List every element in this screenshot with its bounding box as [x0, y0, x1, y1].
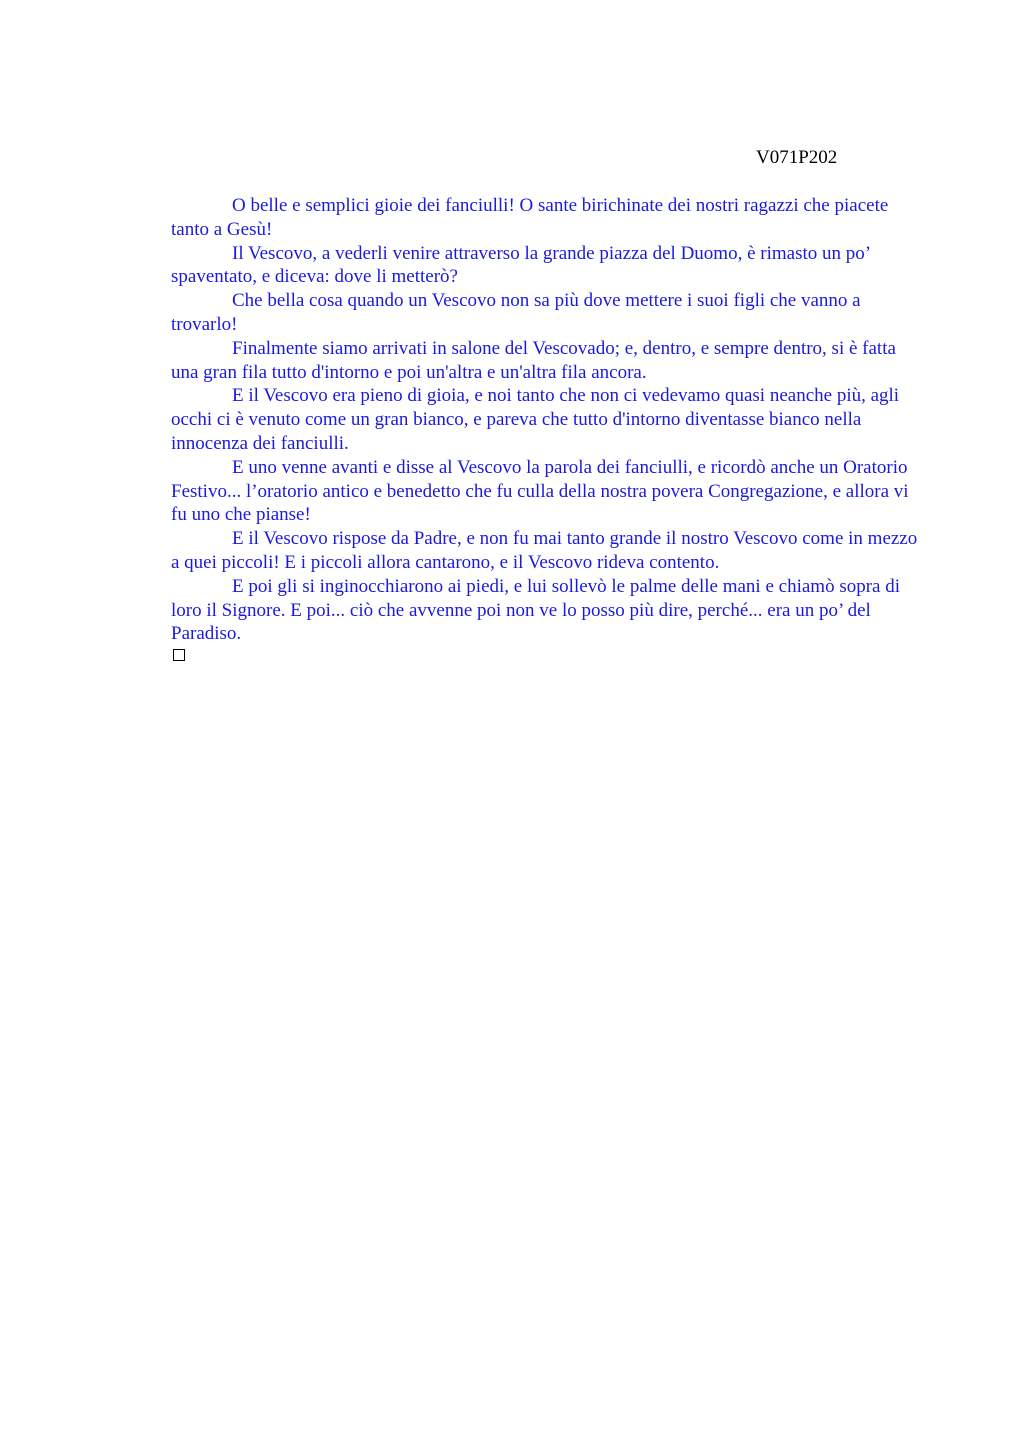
- paragraph-2: Il Vescovo, a vederli venire attraverso la grande piazza del Duomo, è rimasto un po’ spaventato, e diceva: dove li metterò?: [171, 242, 870, 288]
- paragraph-3: Che bella cosa quando un Vescovo non sa più dove mettere i suoi figli che vanno a trovarlo!: [171, 290, 861, 335]
- paragraph-6: E uno venne avanti e disse al Vescovo la parola dei fanciulli, e ricordò anche un Oratorio Festivo... l’oratorio antico e benedetto che fu culla della nostra povera Congregazione, e allora vi fu uno che pianse!: [171, 456, 909, 526]
- paragraph-4: Finalmente siamo arrivati in salone del Vescovado; e, dentro, e sempre dentro, si è fatta una gran fila tutto d'intorno e poi un'altra e un'altra fila ancora.: [171, 337, 896, 383]
- paragraph-8: E poi gli si inginocchiarono ai piedi, e lui sollevò le palme delle mani e chiamò sopra di loro il Signore. E poi... ciò che avvenne poi non ve lo posso più dire, perché... era un po’ del Paradiso.: [171, 575, 900, 645]
- body-text: [171, 194, 926, 646]
- paragraph-1: O belle e semplici gioie dei fanciulli! O sante birichinate dei nostri ragazzi che piacete tanto a Gesù!: [171, 195, 889, 240]
- end-square-icon: [173, 649, 185, 661]
- paragraph-5: E il Vescovo era pieno di gioia, e noi tanto che non ci vedevamo quasi neanche più, agli occhi ci è venuto come un gran bianco, e pareva che tutto d'intorno diventasse bianco nella innocenza dei fanciulli.: [171, 385, 900, 454]
- page-code: V071P202: [756, 147, 838, 168]
- paragraph-7: E il Vescovo rispose da Padre, e non fu mai tanto grande il nostro Vescovo come in mezzo a quei piccoli! E i piccoli allora cantarono, e il Vescovo rideva contento.: [171, 528, 918, 573]
